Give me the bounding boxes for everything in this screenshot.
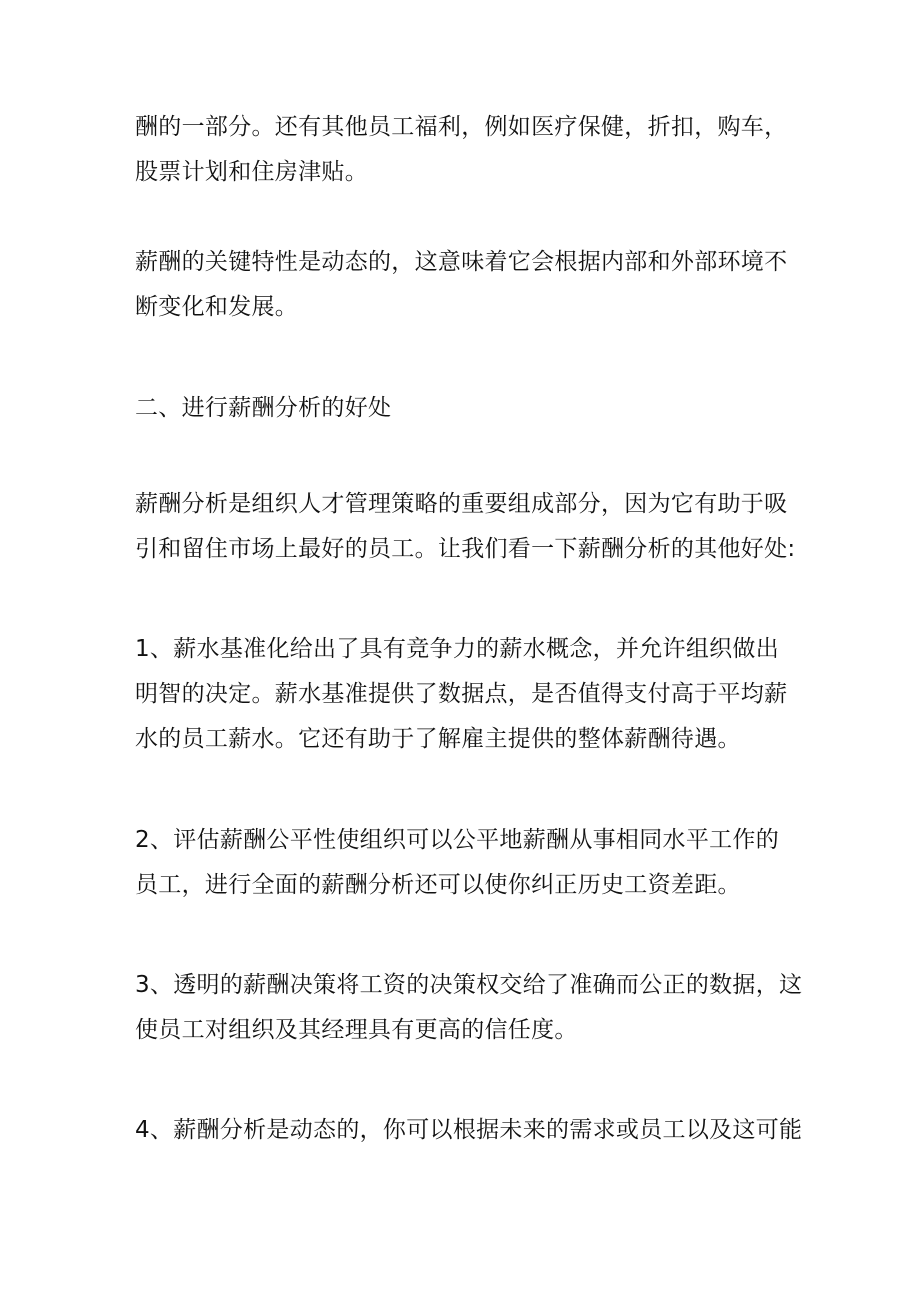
text-line: 明智的决定。薪水基准提供了数据点，是否值得支付高于平均薪 xyxy=(135,681,788,707)
text-line: 2、评估薪酬公平性使组织可以公平地薪酬从事相同水平工作的 xyxy=(135,827,780,853)
text-line: 1、薪水基准化给出了具有竞争力的薪水概念，并允许组织做出 xyxy=(135,636,780,662)
list-item-2 xyxy=(135,818,795,908)
list-item-1 xyxy=(135,627,795,762)
text-line: 薪酬分析是组织人才管理策略的重要组成部分，因为它有助于吸 xyxy=(135,491,788,517)
text-line: 3、透明的薪酬决策将工资的决策权交给了准确而公正的数据，这 xyxy=(135,972,803,998)
text-line: 员工，进行全面的薪酬分析还可以使你纠正历史工资差距。 xyxy=(135,872,741,898)
text-line: 引和留住市场上最好的员工。让我们看一下薪酬分析的其他好处: xyxy=(135,536,796,562)
paragraph-dynamic-nature xyxy=(135,240,795,330)
text-line: 使员工对组织及其经理具有更高的信任度。 xyxy=(135,1017,578,1043)
paragraph-analysis-intro xyxy=(135,482,795,572)
text-line: 薪酬的关键特性是动态的，这意味着它会根据内部和外部环境不 xyxy=(135,249,788,275)
text-line: 4、薪酬分析是动态的，你可以根据未来的需求或员工以及这可能 xyxy=(135,1117,803,1143)
heading-text: 二、进行薪酬分析的好处 xyxy=(135,395,392,421)
text-line: 股票计划和住房津贴。 xyxy=(135,159,368,185)
text-line: 酬的一部分。还有其他员工福利，例如医疗保健，折扣，购车， xyxy=(135,114,788,140)
text-line: 断变化和发展。 xyxy=(135,294,299,320)
paragraph-benefits-continued xyxy=(135,105,795,195)
section-heading xyxy=(135,386,795,431)
text-line: 水的员工薪水。它还有助于了解雇主提供的整体薪酬待遇。 xyxy=(135,726,741,752)
list-item-3 xyxy=(135,963,803,1053)
list-item-4 xyxy=(135,1108,803,1153)
